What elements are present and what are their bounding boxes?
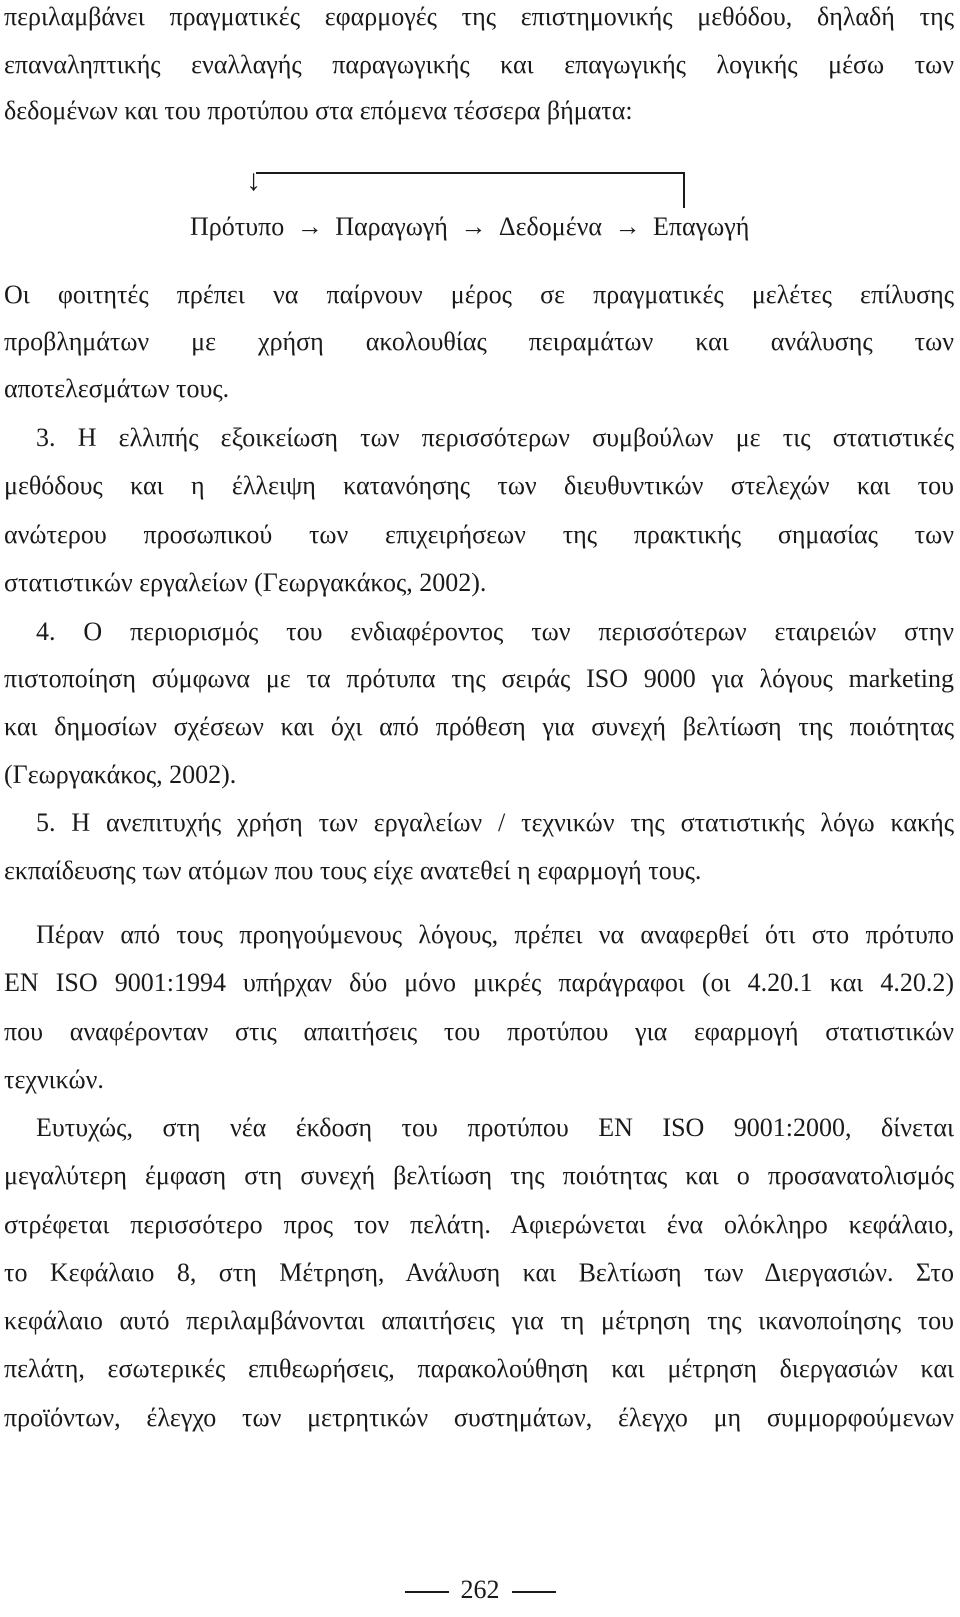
step-deduction: Παραγωγή xyxy=(335,212,448,241)
step-data: Δεδομένα xyxy=(498,212,603,241)
arrow-down-icon: ↓ xyxy=(246,164,261,197)
text-line: και δημοσίων σχέσεων και όχι από πρόθεση για συνεχή βελτίωση της ποιότητας xyxy=(4,712,954,741)
text-line: στρέφεται περισσότερο προς τον πελάτη. Αφιερώνεται ένα ολόκληρο κεφάλαιο, xyxy=(4,1210,954,1239)
page-number: 262 xyxy=(460,1575,500,1604)
text-line: Ευτυχώς, στη νέα έκδοση του προτύπου EN ISO 9001:2000, δίνεται xyxy=(36,1113,954,1142)
text-line: πελάτη, εσωτερικές επιθεωρήσεις, παρακολούθηση και μέτρηση διεργασιών και xyxy=(4,1354,954,1383)
text-line: το Κεφάλαιο 8, στη Μέτρηση, Ανάλυση και Βελτίωση των Διεργασιών. Στο xyxy=(4,1258,954,1287)
text-line: Πέραν από τους προηγούμενους λόγους, πρέπει να αναφερθεί ότι στο πρότυπο xyxy=(36,920,954,949)
step-induction: Επαγωγή xyxy=(653,212,750,241)
text-line: στατιστικών εργαλείων (Γεωργακάκος, 2002). xyxy=(4,568,487,597)
text-line: που αναφέρονταν στις απαιτήσεις του προτύπου για εφαρμογή στατιστικών xyxy=(4,1017,954,1046)
text-line: επαναληπτικής εναλλαγής παραγωγικής και επαγωγικής λογικής μέσω των xyxy=(4,50,954,79)
text-line: EN ISO 9001:1994 υπήρχαν δύο μόνο μικρές παράγραφοι (οι 4.20.1 και 4.20.2) xyxy=(4,968,954,997)
text-line: αποτελεσμάτων τους. xyxy=(4,374,230,403)
arrow-right-icon: → xyxy=(296,212,323,241)
text-line: 4. Ο περιορισμός του ενδιαφέροντος των περισσότερων εταιρειών στην xyxy=(36,617,954,646)
text-line: 5. Η ανεπιτυχής χρήση των εργαλείων / τεχνικών της στατιστικής λόγω κακής xyxy=(36,808,954,837)
text-line: περιλαμβάνει πραγματικές εφαρμογές της επιστημονικής μεθόδου, δηλαδή της xyxy=(4,2,954,31)
feedback-line-top xyxy=(256,172,684,174)
arrow-right-icon: → xyxy=(614,212,641,241)
footer-dash-right xyxy=(512,1591,556,1593)
footer-dash-left xyxy=(405,1591,449,1593)
text-line: προβλημάτων με χρήση ακολουθίας πειραμάτων και ανάλυσης των xyxy=(4,327,954,356)
text-line: κεφάλαιο αυτό περιλαμβάνονται απαιτήσεις για τη μέτρηση της ικανοποίησης του xyxy=(4,1306,954,1335)
method-steps xyxy=(190,212,749,242)
text-line: (Γεωργακάκος, 2002). xyxy=(4,760,237,789)
feedback-line-right xyxy=(683,172,685,208)
text-line: πιστοποίηση σύμφωνα με τα πρότυπα της σειράς ISO 9000 για λόγους marketing xyxy=(4,664,954,693)
arrow-right-icon: → xyxy=(460,212,487,241)
step-model: Πρότυπο xyxy=(190,212,285,241)
text-line: ανώτερου προσωπικού των επιχειρήσεων της πρακτικής σημασίας των xyxy=(4,520,954,549)
text-line: τεχνικών. xyxy=(4,1065,104,1094)
text-line: Οι φοιτητές πρέπει να παίρνουν μέρος σε πραγματικές μελέτες επίλυσης xyxy=(4,280,954,309)
text-line: εκπαίδευσης των ατόμων που τους είχε ανατεθεί η εφαρμογή τους. xyxy=(4,856,702,885)
text-line: προϊόντων, έλεγχο των μετρητικών συστημάτων, έλεγχο μη συμμορφούμενων xyxy=(4,1403,954,1432)
text-line: μεγαλύτερη έμφαση στη συνεχή βελτίωση της ποιότητας και ο προσανατολισμός xyxy=(4,1161,954,1190)
text-line: δεδομένων και του προτύπου στα επόμενα τέσσερα βήματα: xyxy=(4,96,633,125)
text-line: μεθόδους και η έλλειψη κατανόησης των διευθυντικών στελεχών και του xyxy=(4,471,954,500)
page-footer xyxy=(0,1575,960,1605)
text-line: 3. Η ελλιπής εξοικείωση των περισσότερων συμβούλων με τις στατιστικές xyxy=(36,423,954,452)
